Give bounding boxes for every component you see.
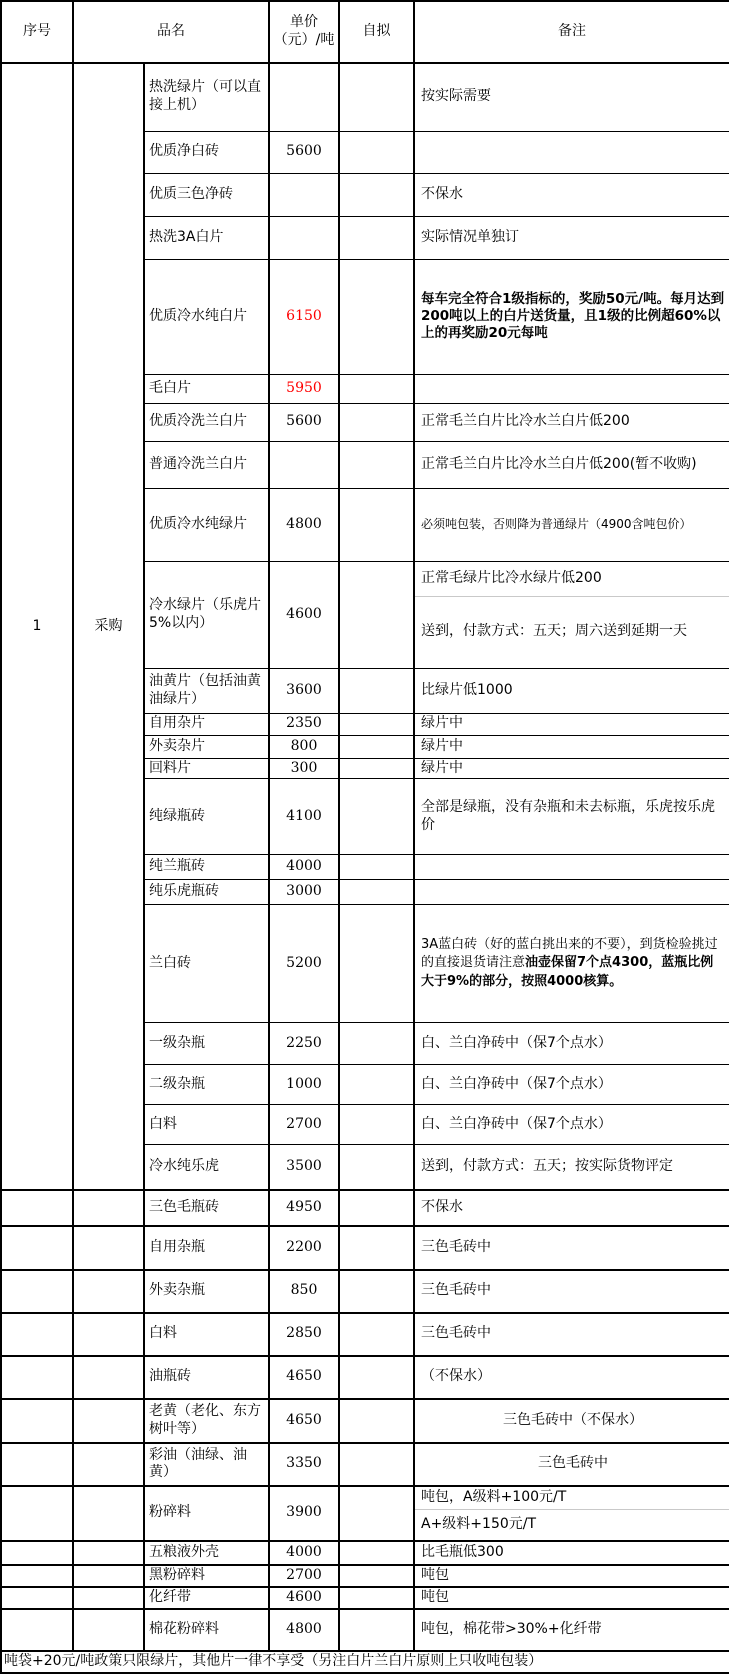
custom-cell: [339, 63, 414, 131]
product-name-cell: 毛白片: [144, 374, 269, 403]
product-name-cell: 五粮液外壳: [144, 1541, 269, 1565]
custom-cell: [339, 1065, 414, 1105]
custom-cell: [339, 735, 414, 758]
serial-cell-empty: [1, 1541, 73, 1565]
price-cell: 3600: [269, 668, 339, 713]
product-name-cell: 自用杂片: [144, 713, 269, 735]
category-cell-empty: [73, 1486, 144, 1541]
serial-cell-empty: [1, 1565, 73, 1587]
price-cell: 4650: [269, 1399, 339, 1443]
footer-row: [1, 1651, 729, 1673]
product-name-cell: 化纤带: [144, 1587, 269, 1609]
custom-cell: [339, 1356, 414, 1399]
price-cell: 2200: [269, 1226, 339, 1270]
remark-cell: 全部是绿瓶，没有杂瓶和未去标瓶，乐虎按乐虎价: [414, 779, 729, 855]
table-row: [1, 1541, 729, 1565]
price-cell: [269, 173, 339, 216]
product-name-cell: 热洗绿片（可以直接上机）: [144, 63, 269, 131]
remark-cell: 白、兰白净砖中（保7个点水）: [414, 1065, 729, 1105]
category-cell: 采购: [73, 63, 144, 1190]
remark-cell: 三色毛砖中: [414, 1270, 729, 1313]
product-name-cell: 普通冷洗兰白片: [144, 441, 269, 488]
category-cell-empty: [73, 1565, 144, 1587]
category-cell-empty: [73, 1541, 144, 1565]
product-name-cell: 纯绿瓶砖: [144, 779, 269, 855]
price-cell: 2350: [269, 713, 339, 735]
table-row: [1, 1486, 729, 1541]
product-name-cell: 白料: [144, 1313, 269, 1356]
serial-cell-empty: [1, 1443, 73, 1486]
custom-cell: [339, 1443, 414, 1486]
price-cell: 4800: [269, 1609, 339, 1651]
table-row: [1, 1399, 729, 1443]
product-name-cell: 纯乐虎瓶砖: [144, 880, 269, 905]
serial-cell-empty: [1, 1486, 73, 1541]
custom-cell: [339, 758, 414, 779]
category-cell-empty: [73, 1313, 144, 1356]
table-row: [1, 1313, 729, 1356]
table-row: [1, 1609, 729, 1651]
remark-cell: 比绿片低1000: [414, 668, 729, 713]
remark-text: 3A蓝白砖（好的蓝白挑出来的不要），到货检验挑过的直接退货请注意: [421, 936, 718, 971]
custom-cell: [339, 713, 414, 735]
price-cell: [269, 63, 339, 131]
category-cell-empty: [73, 1609, 144, 1651]
price-cell: 850: [269, 1270, 339, 1313]
custom-cell: [339, 1541, 414, 1565]
remark-cell: 绿片中: [414, 735, 729, 758]
remark-cell: （不保水）: [414, 1356, 729, 1399]
price-cell: 4100: [269, 779, 339, 855]
serial-cell-empty: [1, 1609, 73, 1651]
product-name-cell: 兰白砖: [144, 905, 269, 1023]
category-cell-empty: [73, 1443, 144, 1486]
remark-cell: 三色毛砖中: [414, 1443, 729, 1486]
remark-line: 吨包，A级料+100元/T: [415, 1487, 729, 1510]
remark-cell: 不保水: [414, 173, 729, 216]
price-cell: 4000: [269, 1541, 339, 1565]
custom-cell: [339, 374, 414, 403]
product-name-cell: 外卖杂瓶: [144, 1270, 269, 1313]
price-cell: [269, 441, 339, 488]
footer-note: 吨袋+20元/吨政策只限绿片，其他片一律不享受（另注白片兰白片原则上只收吨包装）: [1, 1651, 729, 1673]
remark-cell: 三色毛砖中: [414, 1313, 729, 1356]
serial-cell-empty: [1, 1587, 73, 1609]
price-cell: 4600: [269, 561, 339, 668]
column-header-custom: 自拟: [339, 1, 414, 63]
product-name-cell: 热洗3A白片: [144, 216, 269, 259]
remark-split: [415, 563, 729, 667]
remark-cell: [414, 131, 729, 173]
category-cell-empty: [73, 1190, 144, 1226]
price-cell: 300: [269, 758, 339, 779]
remark-cell: [414, 855, 729, 880]
price-cell: 4650: [269, 1356, 339, 1399]
custom-cell: [339, 561, 414, 668]
product-name-cell: 油瓶砖: [144, 1356, 269, 1399]
table-row: [1, 1565, 729, 1587]
custom-cell: [339, 1023, 414, 1065]
table-row: [1, 1356, 729, 1399]
price-cell: 5600: [269, 403, 339, 441]
custom-cell: [339, 1145, 414, 1190]
product-name-cell: 三色毛瓶砖: [144, 1190, 269, 1226]
price-cell: [269, 216, 339, 259]
remark-cell: 绿片中: [414, 713, 729, 735]
remark-cell: 吨包: [414, 1587, 729, 1609]
table-row: [1, 1443, 729, 1486]
product-name-cell: 油黄片（包括油黄油绿片）: [144, 668, 269, 713]
remark-cell: 不保水: [414, 1190, 729, 1226]
product-name-cell: 老黄（老化、东方树叶等）: [144, 1399, 269, 1443]
remark-cell: 白、兰白净砖中（保7个点水）: [414, 1105, 729, 1145]
price-cell: 4000: [269, 855, 339, 880]
remark-cell: [414, 561, 729, 668]
remark-cell: 比毛瓶低300: [414, 1541, 729, 1565]
price-cell: 3900: [269, 1486, 339, 1541]
product-name-cell: 棉花粉碎料: [144, 1609, 269, 1651]
custom-cell: [339, 855, 414, 880]
price-cell: 5600: [269, 131, 339, 173]
column-header-name: 品名: [73, 1, 269, 63]
custom-cell: [339, 1399, 414, 1443]
custom-cell: [339, 259, 414, 374]
product-name-cell: 优质冷洗兰白片: [144, 403, 269, 441]
remark-cell: 必须吨包装，否则降为普通绿片（4900含吨包价）: [414, 488, 729, 561]
product-name-cell: 二级杂瓶: [144, 1065, 269, 1105]
column-header-remark: 备注: [414, 1, 729, 63]
serial-cell-empty: [1, 1190, 73, 1226]
remark-cell: 每车完全符合1级指标的，奖励50元/吨。每月达到200吨以上的白片送货量，且1级的比例超60%以上的再奖励20元每吨: [414, 259, 729, 374]
serial-cell: 1: [1, 63, 73, 1190]
product-name-cell: 粉碎料: [144, 1486, 269, 1541]
price-cell: 5200: [269, 905, 339, 1023]
price-cell: 1000: [269, 1065, 339, 1105]
remark-cell: 正常毛兰白片比冷水兰白片低200(暂不收购): [414, 441, 729, 488]
remark-cell: 按实际需要: [414, 63, 729, 131]
custom-cell: [339, 441, 414, 488]
remark-cell: 送到，付款方式：五天；按实际货物评定: [414, 1145, 729, 1190]
product-name-cell: 外卖杂片: [144, 735, 269, 758]
custom-cell: [339, 905, 414, 1023]
table-body: [1, 63, 729, 1651]
custom-cell: [339, 1190, 414, 1226]
product-name-cell: 一级杂瓶: [144, 1023, 269, 1065]
remark-cell: 实际情况单独订: [414, 216, 729, 259]
remark-cell: 三色毛砖中（不保水）: [414, 1399, 729, 1443]
custom-cell: [339, 1313, 414, 1356]
serial-cell-empty: [1, 1356, 73, 1399]
remark-line: 正常毛绿片比冷水绿片低200: [415, 563, 729, 597]
price-cell: 2850: [269, 1313, 339, 1356]
custom-cell: [339, 216, 414, 259]
category-cell-empty: [73, 1270, 144, 1313]
price-cell: 4600: [269, 1587, 339, 1609]
custom-cell: [339, 1587, 414, 1609]
product-name-cell: 冷水纯乐虎: [144, 1145, 269, 1190]
column-header-serial: 序号: [1, 1, 73, 63]
table-row: [1, 1190, 729, 1226]
remark-cell: 吨包: [414, 1565, 729, 1587]
product-name-cell: 白料: [144, 1105, 269, 1145]
price-cell: 2700: [269, 1565, 339, 1587]
product-name-cell: 纯兰瓶砖: [144, 855, 269, 880]
custom-cell: [339, 403, 414, 441]
price-cell: 6150: [269, 259, 339, 374]
remark-cell: 白、兰白净砖中（保7个点水）: [414, 1023, 729, 1065]
custom-cell: [339, 488, 414, 561]
category-cell-empty: [73, 1587, 144, 1609]
price-cell: 800: [269, 735, 339, 758]
product-name-cell: 优质冷水纯白片: [144, 259, 269, 374]
remark-cell: 吨包，棉花带>30%+化纤带: [414, 1609, 729, 1651]
remark-cell: [414, 905, 729, 1023]
custom-cell: [339, 1609, 414, 1651]
column-header-price: 单价（元）/吨: [269, 1, 339, 63]
price-cell: 4950: [269, 1190, 339, 1226]
price-cell: 3000: [269, 880, 339, 905]
price-cell: 5950: [269, 374, 339, 403]
custom-cell: [339, 1270, 414, 1313]
remark-cell: 三色毛砖中: [414, 1226, 729, 1270]
custom-cell: [339, 1105, 414, 1145]
remark-cell: [414, 1486, 729, 1541]
price-cell: 4800: [269, 488, 339, 561]
remark-line: A+级料+150元/T: [421, 1515, 537, 1532]
product-name-cell: 回料片: [144, 758, 269, 779]
price-cell: 3350: [269, 1443, 339, 1486]
remark-cell: [414, 880, 729, 905]
product-name-cell: 优质三色净砖: [144, 173, 269, 216]
table-row: [1, 63, 729, 131]
remark-cell: 正常毛兰白片比冷水兰白片低200: [414, 403, 729, 441]
custom-cell: [339, 880, 414, 905]
product-name-cell: 自用杂瓶: [144, 1226, 269, 1270]
custom-cell: [339, 668, 414, 713]
header-row: [1, 1, 729, 63]
product-name-cell: 彩油（油绿、油黄）: [144, 1443, 269, 1486]
price-cell: 3500: [269, 1145, 339, 1190]
remark-text: 油壶保留7个点4300，蓝瓶比例大于9%的部分，按照4000核算。: [421, 955, 714, 990]
custom-cell: [339, 131, 414, 173]
product-name-cell: 优质冷水纯绿片: [144, 488, 269, 561]
table-row: [1, 1226, 729, 1270]
custom-cell: [339, 1226, 414, 1270]
custom-cell: [339, 1486, 414, 1541]
price-cell: 2250: [269, 1023, 339, 1065]
category-cell-empty: [73, 1356, 144, 1399]
product-name-cell: 冷水绿片（乐虎片5%以内）: [144, 561, 269, 668]
custom-cell: [339, 779, 414, 855]
serial-cell-empty: [1, 1313, 73, 1356]
custom-cell: [339, 173, 414, 216]
table-row: [1, 1270, 729, 1313]
table-row: [1, 1587, 729, 1609]
remark-line: 送到，付款方式：五天；周六送到延期一天: [421, 622, 687, 639]
custom-cell: [339, 1565, 414, 1587]
serial-cell-empty: [1, 1399, 73, 1443]
remark-cell: 绿片中: [414, 758, 729, 779]
serial-cell-empty: [1, 1270, 73, 1313]
category-cell-empty: [73, 1399, 144, 1443]
product-name-cell: 黑粉碎料: [144, 1565, 269, 1587]
serial-cell-empty: [1, 1226, 73, 1270]
category-cell-empty: [73, 1226, 144, 1270]
price-cell: 2700: [269, 1105, 339, 1145]
remark-split: [415, 1487, 729, 1539]
remark-cell: [414, 374, 729, 403]
product-name-cell: 优质净白砖: [144, 131, 269, 173]
